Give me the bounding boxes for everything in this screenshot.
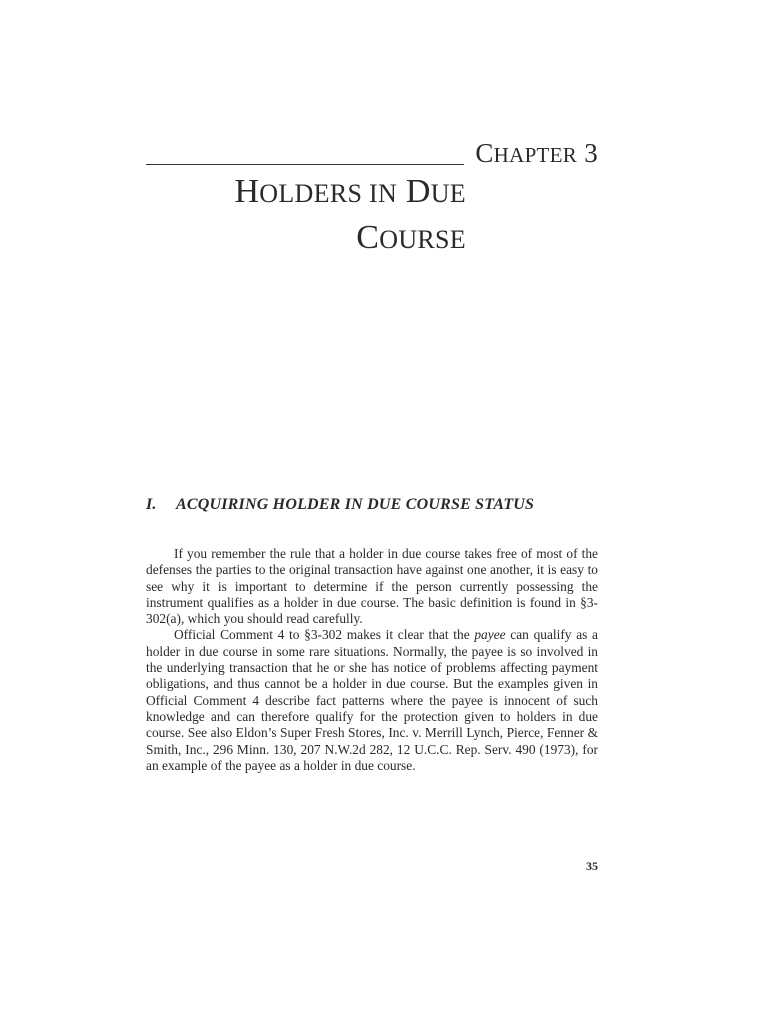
chapter-number: 3 [584,138,598,168]
chapter-title-line-1 [234,170,466,216]
chapter-title [234,170,466,262]
title-initial-d: D [405,173,431,210]
chapter-label-rest: HAPTER [493,143,578,167]
title-initial-h: H [234,173,260,210]
paragraph-2-emphasis: payee [474,627,506,643]
body-text [146,546,598,774]
chapter-rule [146,164,464,165]
chapter-header [146,136,598,172]
title-rest-ourse: OURSE [379,225,466,254]
section-number: I. [146,496,157,513]
chapter-label-initial: C [475,138,494,168]
section-heading [146,496,534,514]
paragraph-2 [146,627,598,774]
paragraph-2-text-after: can qualify as a holder in due course in some rare situations. Normally, the payee is so involved in the underlying transaction that he or she has notice of problems affecting payment obligations, and thus cannot be a holder in due course. But the examples given in Official Comment 4 describe fact patterns where the payee is innocent of such knowledge and can therefore qualify for the protection given to holders in due course. See also Eldon’s Super Fresh Stores, Inc. v. Merrill Lynch, Pierce, Fenner & Smith, Inc., 296 Minn. 130, 207 N.W.2d 282, 12 U.C.C. Rep. Serv. 490 (1973), for an example of the payee as a holder in due course. [146,627,598,773]
chapter-title-line-2 [234,216,466,262]
title-rest-ue: UE [430,179,466,208]
title-initial-c: C [356,219,380,256]
page-number: 35 [586,859,598,873]
paragraph-2-text-before: Official Comment 4 to §3-302 makes it clear that the [174,627,475,643]
section-heading-text: ACQUIRING HOLDER IN DUE COURSE STATUS [176,496,535,513]
title-rest-olders-in: OLDERS IN [259,179,398,208]
paragraph-1: If you remember the rule that a holder in due course takes free of most of the defenses the parties to the original transaction have against one another, it is easy to see why it is important to determine if the person currently possessing the instrument qualifies as a holder in due course. The basic definition is found in §3-302(a), which you should read carefully. [146,546,598,627]
chapter-label [475,136,598,172]
